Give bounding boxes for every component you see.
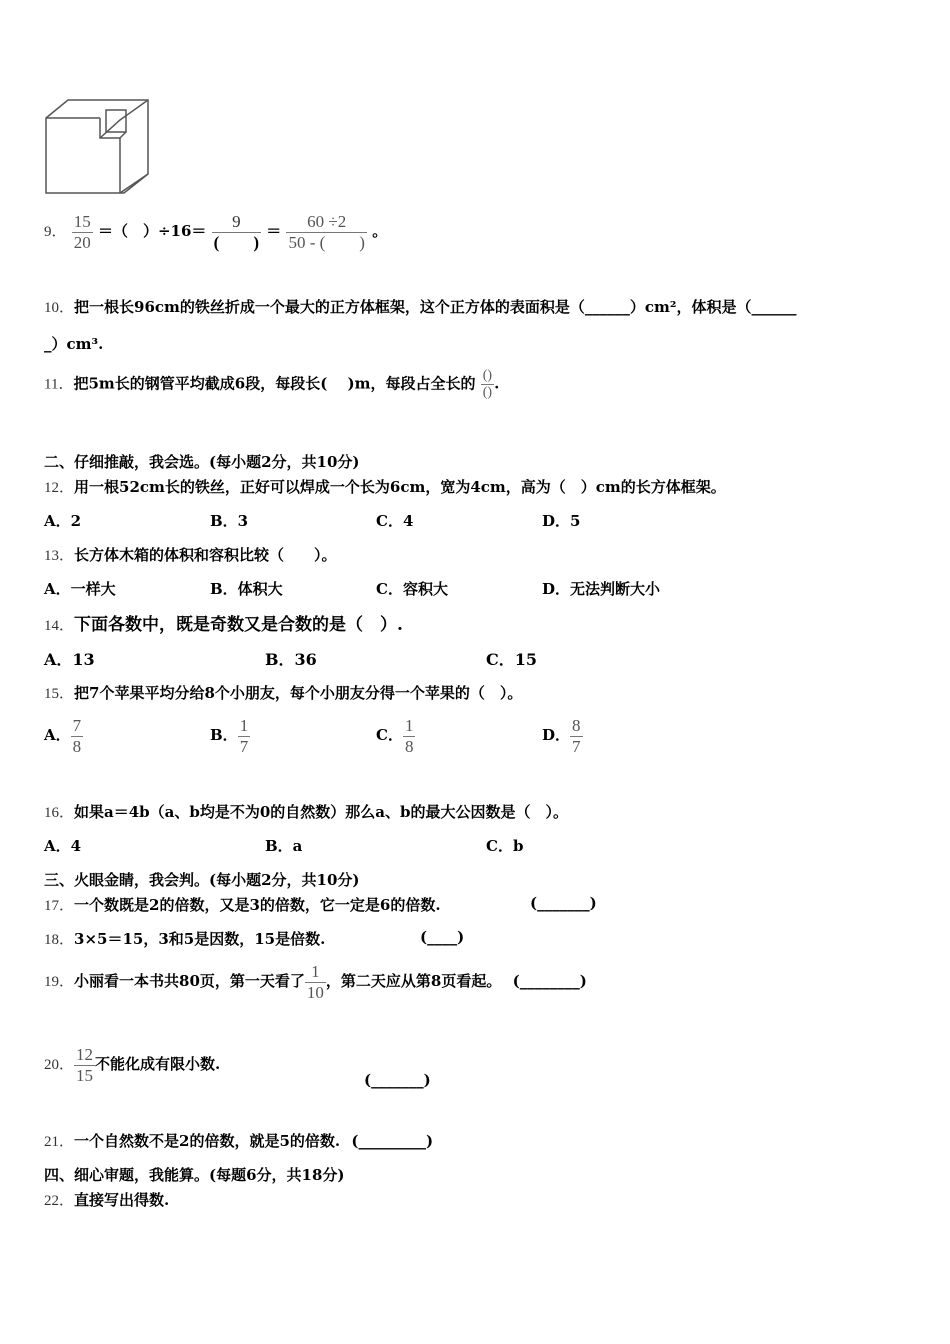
question-19 bbox=[44, 962, 587, 1002]
answer-blank[interactable]: (____) bbox=[420, 928, 465, 946]
question-text: 把5m长的钢管平均截成6段，每段长( )m，每段占全长的 bbox=[73, 374, 476, 393]
fraction-15-20: $\frac{15}{20}$ bbox=[73, 212, 91, 252]
question-20 bbox=[44, 1045, 220, 1085]
question-text: 把7个苹果平均分给8个小朋友，每个小朋友分得一个苹果的（ ）。 bbox=[74, 684, 523, 702]
fraction-12-15: $\frac{12}{15}$ bbox=[76, 1045, 94, 1085]
fraction-1-7: $\frac{1}{7}$ bbox=[239, 716, 249, 756]
question-number: 22． bbox=[44, 1193, 75, 1209]
question-number: 13． bbox=[44, 548, 75, 564]
equals-sign: ＝ bbox=[266, 222, 282, 241]
question-number: 21． bbox=[44, 1134, 75, 1150]
option-c[interactable]: C．4 bbox=[376, 512, 414, 530]
question-18 bbox=[44, 928, 325, 949]
option-d[interactable]: D．5 bbox=[542, 512, 581, 530]
option-c[interactable]: C．容积大 bbox=[376, 580, 448, 598]
sentence-end: . bbox=[494, 374, 500, 393]
fraction-60-div-2: $\frac{60 \div 2}{50 - ( )}$ bbox=[288, 212, 365, 252]
blank-fraction: $\frac{()}{()}$ bbox=[482, 368, 493, 401]
equation-part: ＝（ ）÷16＝ bbox=[97, 222, 207, 241]
question-22 bbox=[44, 1189, 169, 1210]
option-b[interactable]: B．36 bbox=[265, 650, 317, 669]
section-3-title: 三、火眼金睛，我会判。(每小题2分，共10分) bbox=[44, 871, 360, 889]
option-d[interactable]: D．无法判断大小 bbox=[542, 580, 661, 598]
question-14 bbox=[44, 610, 403, 635]
question-text: 直接写出得数. bbox=[74, 1191, 170, 1209]
question-text-continued: ，第二天应从第8页看起。 bbox=[325, 972, 502, 991]
question-number: 15． bbox=[44, 686, 75, 702]
question-text: 一个自然数不是2的倍数，就是5的倍数. bbox=[74, 1132, 341, 1150]
fraction-9: $\frac{9}{( )}$ bbox=[213, 212, 259, 252]
option-a[interactable]: A． $\frac{7}{8}$ bbox=[44, 716, 82, 756]
question-number: 9． bbox=[44, 224, 67, 241]
fraction-8-7: $\frac{8}{7}$ bbox=[572, 716, 581, 756]
question-10-line-2: _）cm³. bbox=[44, 335, 104, 353]
question-text: 用一根52cm长的铁丝，正好可以焊成一个长为6cm，宽为4cm，高为（ ）cm的长方体框架。 bbox=[74, 478, 726, 496]
question-text: 把一根长96cm的铁丝折成一个最大的正方体框架，这个正方体的表面积是（______）cm²，体积是（______ bbox=[74, 298, 797, 316]
question-15 bbox=[44, 682, 522, 703]
question-9 bbox=[44, 212, 387, 252]
option-a[interactable]: A．一样大 bbox=[44, 580, 116, 598]
question-number: 16． bbox=[44, 805, 75, 821]
option-b[interactable]: B．体积大 bbox=[210, 580, 283, 598]
fraction-1-8: $\frac{1}{8}$ bbox=[404, 716, 414, 756]
option-c[interactable]: C．15 bbox=[486, 650, 538, 669]
question-11 bbox=[44, 368, 499, 401]
question-number: 10． bbox=[44, 300, 75, 316]
question-text: 不能化成有限小数. bbox=[95, 1055, 221, 1074]
section-4-title: 四、细心审题，我能算。(每题6分，共18分) bbox=[44, 1166, 345, 1184]
question-text: 如果a＝4b（a、b均是不为0的自然数）那么a、b的最大公因数是（ ）。 bbox=[74, 803, 569, 821]
option-a[interactable]: A．13 bbox=[44, 650, 95, 669]
fraction-1-10: $\frac{1}{10}$ bbox=[306, 962, 324, 1002]
question-text: 3×5＝15，3和5是因数，15是倍数. bbox=[74, 930, 326, 948]
question-16 bbox=[44, 801, 568, 822]
answer-blank[interactable]: (________) bbox=[512, 972, 587, 991]
question-number: 11． bbox=[44, 376, 74, 393]
question-text: 小丽看一本书共80页，第一天看了 bbox=[74, 972, 305, 991]
answer-blank[interactable]: (_________) bbox=[351, 1132, 434, 1150]
option-b[interactable]: B． $\frac{1}{7}$ bbox=[210, 716, 249, 756]
question-12 bbox=[44, 476, 726, 497]
question-number: 14． bbox=[44, 618, 75, 634]
question-17 bbox=[44, 894, 441, 915]
option-b[interactable]: B．3 bbox=[210, 512, 249, 530]
question-number: 20． bbox=[44, 1057, 75, 1074]
question-text: 一个数既是2的倍数，又是3的倍数，它一定是6的倍数. bbox=[74, 896, 441, 914]
question-number: 17． bbox=[44, 898, 75, 914]
option-b[interactable]: B．a bbox=[265, 837, 303, 855]
option-d[interactable]: D． $\frac{8}{7}$ bbox=[542, 716, 581, 756]
question-text: 长方体木箱的体积和容积比较（ ）。 bbox=[74, 546, 337, 564]
question-number: 19． bbox=[44, 974, 75, 991]
option-a[interactable]: A．4 bbox=[44, 837, 82, 855]
question-10-line-1 bbox=[44, 296, 796, 317]
option-c[interactable]: C． $\frac{1}{8}$ bbox=[376, 716, 414, 756]
question-number: 12． bbox=[44, 480, 75, 496]
question-21 bbox=[44, 1130, 433, 1151]
cube-figure bbox=[44, 98, 152, 196]
option-c[interactable]: C．b bbox=[486, 837, 524, 855]
section-2-title: 二、仔细推敲，我会选。(每小题2分，共10分) bbox=[44, 453, 360, 471]
answer-blank[interactable]: (_______) bbox=[530, 894, 597, 912]
question-13 bbox=[44, 544, 337, 565]
answer-blank[interactable]: (_______) bbox=[364, 1071, 431, 1089]
sentence-end: 。 bbox=[372, 222, 388, 241]
option-a[interactable]: A．2 bbox=[44, 512, 82, 530]
fraction-7-8: $\frac{7}{8}$ bbox=[72, 716, 82, 756]
question-text: 下面各数中，既是奇数又是合数的是（ ）. bbox=[74, 615, 403, 635]
question-number: 18． bbox=[44, 932, 75, 948]
